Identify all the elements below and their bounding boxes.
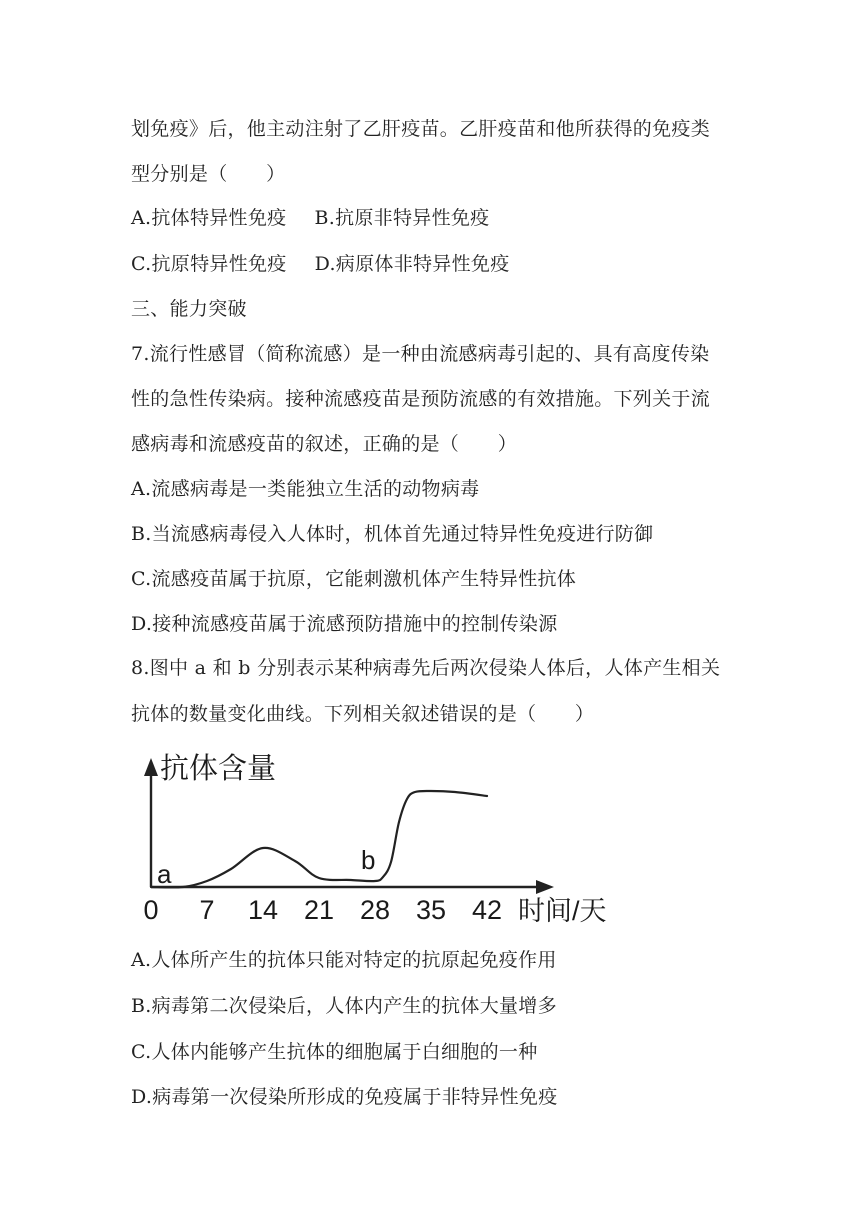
q7-option-b: B.当流感病毒侵入人体时，机体首先通过特异性免疫进行防御 — [131, 523, 654, 545]
x-tick-label: 42 — [471, 895, 503, 925]
antibody-curve — [151, 791, 487, 887]
q6-options-row-2 — [131, 252, 510, 276]
q7-option-c: C.流感疫苗属于抗原，它能刺激机体产生特异性抗体 — [131, 568, 577, 590]
q8-option-a: A.人体所产生的抗体只能对特定的抗原起免疫作用 — [131, 949, 557, 971]
q8-stem-line-2: 抗体的数量变化曲线。下列相关叙述错误的是（ ） — [131, 703, 595, 725]
q8-option-b: B.病毒第二次侵染后，人体内产生的抗体大量增多 — [131, 995, 557, 1017]
q7-option-a: A.流感病毒是一类能独立生活的动物病毒 — [131, 478, 480, 500]
x-tick-label: 21 — [303, 895, 335, 925]
x-tick-label: 7 — [199, 895, 215, 925]
q6-stem-line-1: 划免疫》后，他主动注射了乙肝疫苗。乙肝疫苗和他所获得的免疫类 — [131, 118, 711, 140]
q6-option-c: C.抗原特异性免疫 — [131, 253, 287, 275]
x-axis-label: 时间/天 — [518, 896, 607, 926]
curve-annotations — [157, 845, 375, 889]
x-tick-label: 35 — [415, 895, 447, 925]
q8-stem-line-1: 8.图中 a 和 b 分别表示某种病毒先后两次侵染人体后，人体产生相关 — [131, 657, 721, 679]
x-tick-label: 28 — [359, 895, 391, 925]
q7-stem-line-3: 感病毒和流感疫苗的叙述，正确的是（ ） — [131, 433, 518, 455]
q6-stem-line-2: 型分别是（ ） — [131, 163, 286, 185]
section-heading: 三、能力突破 — [131, 298, 247, 320]
q6-option-d: D.病原体非特异性免疫 — [314, 253, 510, 275]
annotation-b: b — [361, 845, 376, 875]
x-tick-label: 14 — [247, 895, 279, 925]
y-axis — [144, 758, 158, 887]
annotation-a: a — [157, 859, 172, 889]
x-tick-labels — [143, 895, 502, 925]
q8-option-d: D.病毒第一次侵染所形成的免疫属于非特异性免疫 — [131, 1086, 558, 1108]
y-axis-label: 抗体含量 — [160, 753, 277, 785]
q6-options-row-1 — [131, 206, 489, 230]
q8-option-c: C.人体内能够产生抗体的细胞属于白细胞的一种 — [131, 1041, 538, 1063]
q6-option-b: B.抗原非特异性免疫 — [314, 207, 490, 229]
x-tick-label: 0 — [143, 895, 159, 925]
q7-stem-line-2: 性的急性传染病。接种流感疫苗是预防流感的有效措施。下列关于流 — [131, 388, 711, 410]
x-axis — [151, 880, 554, 894]
q7-option-d: D.接种流感疫苗属于流感预防措施中的控制传染源 — [131, 613, 558, 635]
q6-option-a: A.抗体特异性免疫 — [131, 207, 287, 229]
antibody-chart — [130, 748, 650, 938]
q7-stem-line-1: 7.流行性感冒（简称流感）是一种由流感病毒引起的、具有高度传染 — [131, 343, 710, 365]
